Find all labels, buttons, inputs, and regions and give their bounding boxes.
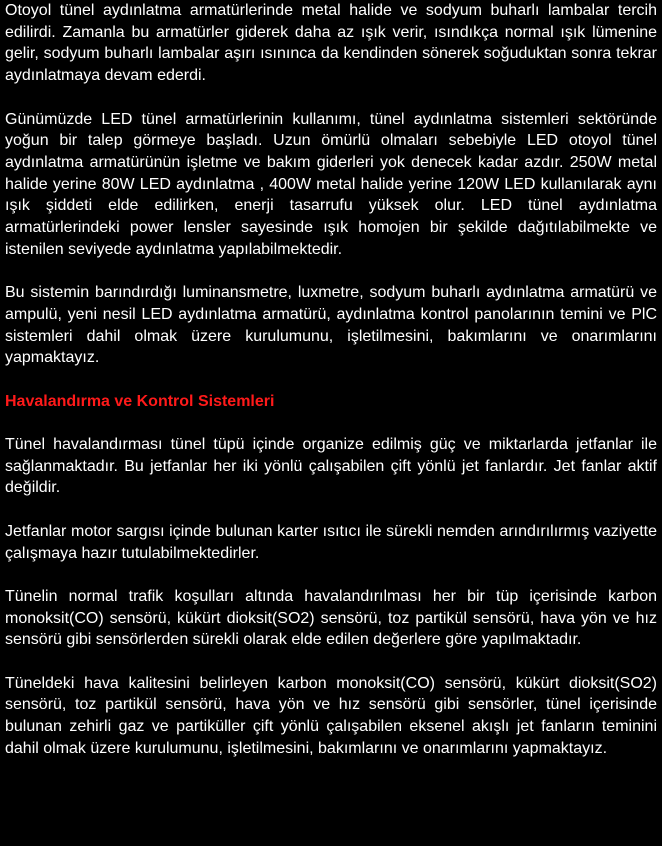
paragraph-ventilation-sensors: Tünelin normal trafik koşulları altında havalandırılması her bir tüp içerisinde karbon monoksit(CO) sensörü, kükürt dioksit(SO2) sensörü, toz partikül sensörü, hava yön ve hız sensörü gibi sensörlerden sürekli olarak elde edilen değerlere göre yapılmaktadır. — [5, 587, 657, 649]
paragraph-air-quality-services: Tüneldeki hava kalitesini belirleyen karbon monoksit(CO) sensörü, kükürt dioksit(SO2) sensörü, toz partikül sensörü, hava yön ve hız sensörü gibi sensörler, tünel içerisinde bulunan zehirli gaz ve partiküller çift yönlü çalışabilen eksenel akışlı jet fanların teminini dahil olmak üzere kurulumunu, işletilmesini, bakımlarını ve onarımlarını yapmaktayız. — [5, 674, 657, 757]
paragraph-lighting-services: Bu sistemin barındırdığı luminansmetre, luxmetre, sodyum buharlı aydınlatma armatürü ve ampulü, yeni nesil LED aydınlatma armatürü, aydınlatma kontrol panolarının temini ve PlC sistemleri dahil olmak üzere kurulumunu, işletilmesini, bakımlarını ve onarımlarını yapmaktayız. — [5, 284, 657, 367]
section-heading: Havalandırma ve Kontrol Sistemleri — [5, 392, 275, 410]
paragraph-jetfans: Tünel havalandırması tünel tüpü içinde organize edilmiş güç ve miktarlarda jetfanlar ile sağlanmaktadır. Bu jetfanlar her iki yönlü çalışabilen çift yönlü jet fanlardır. Jet fanlar aktif değildir. — [5, 436, 657, 497]
paragraph-legacy-lighting: Otoyol tünel aydınlatma armatürlerinde metal halide ve sodyum buharlı lambalar tercih edilirdi. Zamanla bu armatürler giderek daha az ışık verir, ısındıkça normal ışık lümenine gelir, sodyum buharlı lambalar aşırı ısınınca da kendinden sönerek soğuduktan sonra tekrar aydınlatmaya devam ederdi. — [5, 2, 657, 85]
paragraph-jetfan-heater: Jetfanlar motor sargısı içinde bulunan karter ısıtıcı ile sürekli nemden arındırılırmış vaziyette çalışmaya hazır tutulabilmektedirler. — [5, 522, 657, 562]
paragraph-led-lighting: Günümüzde LED tünel armatürlerinin kullanımı, tünel aydınlatma sistemleri sektöründe yoğun bir talep görmeye başladı. Uzun ömürlü olmaları sebebiyle LED otoyol tünel aydınlatma armatürünün işletme ve bakım giderleri yok denecek kadar azdır. 250W metal halide yerine 80W LED aydınlatma , 400W metal halide yerine 120W LED kullanılarak aynı ışık şiddeti elde edilirken, enerji tasarrufu yüksek olur. LED tünel aydınlatma armatürlerindeki power lensler sayesinde ışık homojen bir şekilde dağıtılabilmekte ve istenilen seviyede aydınlatma yapılabilmektedir. — [5, 110, 657, 258]
